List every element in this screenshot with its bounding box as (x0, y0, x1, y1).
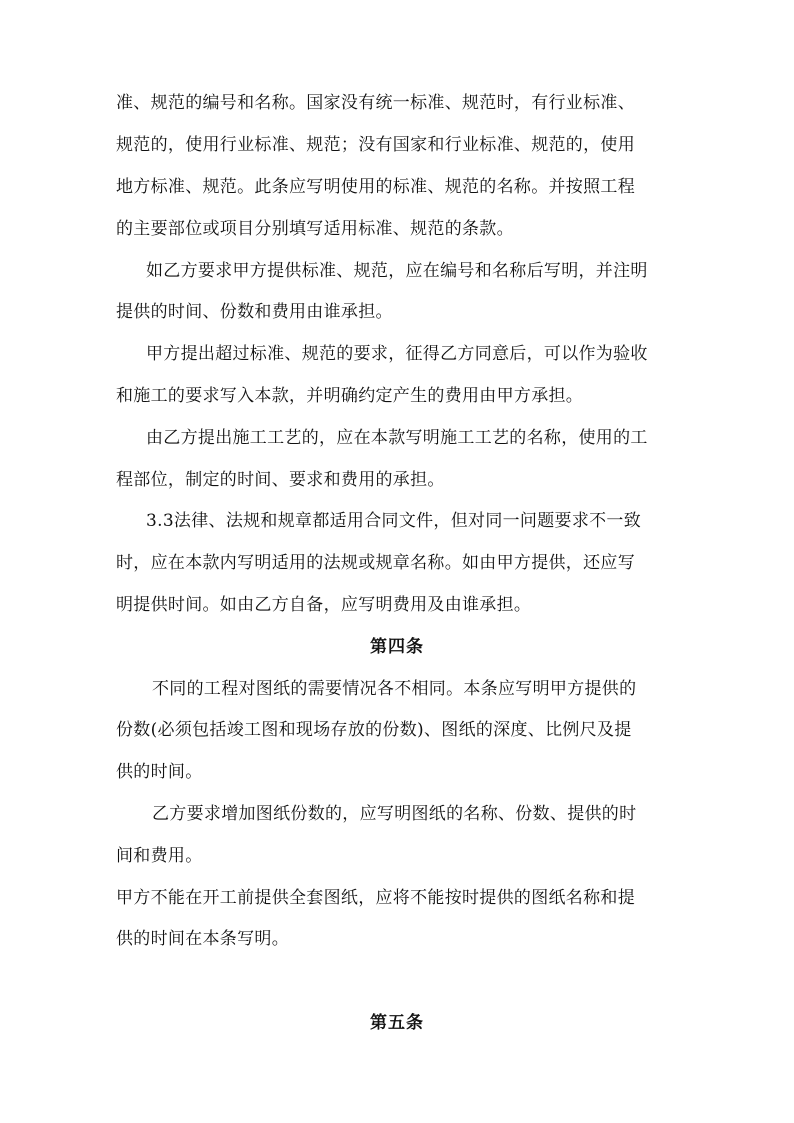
text-line: 甲方不能在开工前提供全套图纸，应将不能按时提供的图纸名称和提 (116, 888, 635, 908)
text-line: 乙方要求增加图纸份数的，应写明图纸的名称、份数、提供的时 (152, 804, 637, 824)
text-line: 提供的时间、份数和费用由谁承担。 (116, 302, 393, 322)
text-line: 间和费用。 (116, 846, 203, 866)
text-line: 和施工的要求写入本款，并明确约定产生的费用由甲方承担。 (116, 386, 584, 406)
text-line: 3.3法律、法规和规章都适用合同文件，但对同一问题要求不一致 (146, 511, 642, 531)
text-line: 如乙方要求甲方提供标准、规范，应在编号和名称后写明，并注明 (146, 261, 648, 281)
text-line: 供的时间在本条写明。 (116, 929, 289, 949)
text-line: 规范的，使用行业标准、规范；没有国家和行业标准、规范的，使用 (116, 135, 635, 155)
text-line: 的主要部位或项目分别填写适用标准、规范的条款。 (116, 219, 514, 239)
text-line: 甲方提出超过标准、规范的要求，征得乙方同意后，可以作为验收 (146, 344, 648, 364)
text-line: 程部位，制定的时间、要求和费用的承担。 (116, 470, 445, 490)
section-heading: 第五条 (370, 1013, 424, 1033)
section-heading: 第四条 (370, 637, 424, 657)
text-line: 准、规范的编号和名称。国家没有统一标准、规范时，有行业标准、 (116, 93, 635, 113)
text-line: 时，应在本款内写明适用的法规或规章名称。如由甲方提供，还应写 (116, 553, 635, 573)
text-line: 不同的工程对图纸的需要情况各不相同。本条应写明甲方提供的 (152, 679, 637, 699)
text-line: 地方标准、规范。此条应写明使用的标准、规范的名称。并按照工程 (116, 177, 635, 197)
text-line: 份数(必须包括竣工图和现场存放的份数)、图纸的深度、比例尺及提 (116, 720, 632, 740)
text-line: 明提供时间。如由乙方自备，应写明费用及由谁承担。 (116, 595, 532, 615)
text-line: 由乙方提出施工工艺的，应在本款写明施工工艺的名称，使用的工 (146, 428, 648, 448)
text-line: 供的时间。 (116, 762, 203, 782)
